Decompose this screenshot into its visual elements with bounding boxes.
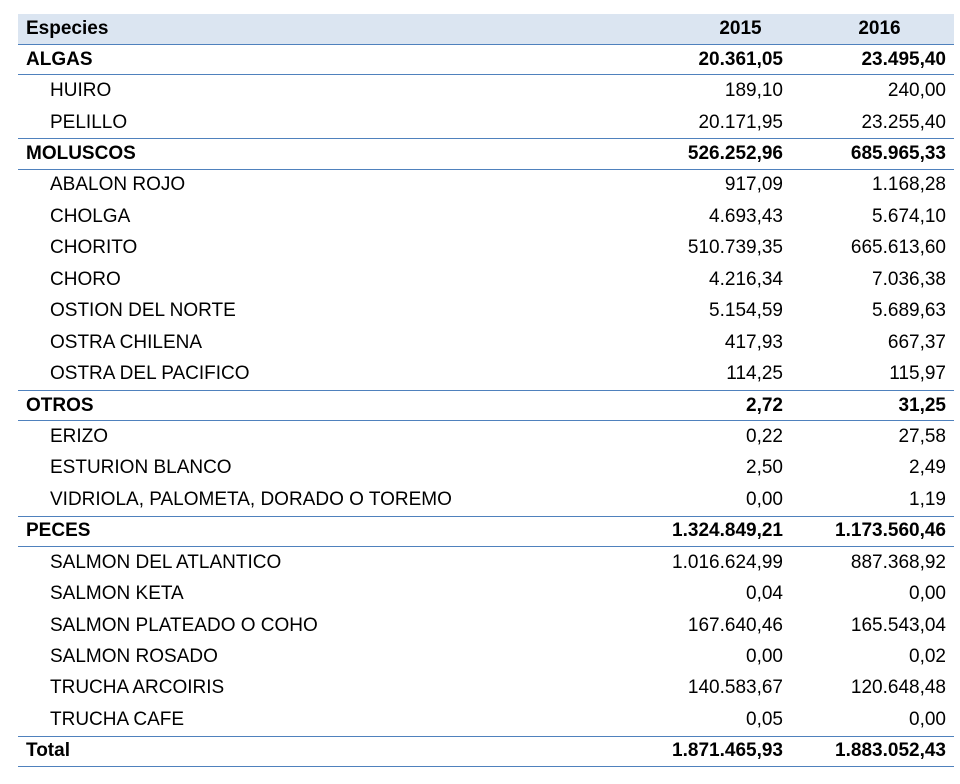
table-row — [18, 704, 954, 735]
group-row — [18, 44, 954, 75]
group-name: ALGAS — [26, 48, 93, 70]
species-name: ABALON ROJO — [50, 174, 186, 196]
value-2016: 0,02 — [909, 646, 946, 668]
table-row — [18, 421, 954, 452]
table-row — [18, 107, 954, 138]
group-row — [18, 138, 954, 169]
group-name: OTROS — [26, 394, 94, 416]
value-2016: 240,00 — [887, 80, 946, 102]
value-2016: 1,19 — [909, 488, 946, 510]
species-name: SALMON DEL ATLANTICO — [50, 551, 282, 573]
table-row — [18, 641, 954, 672]
group-name: MOLUSCOS — [26, 143, 136, 165]
table-row — [18, 264, 954, 295]
table-row — [18, 75, 954, 106]
value-2015: 917,09 — [724, 174, 783, 196]
species-name: PELILLO — [50, 111, 128, 133]
value-2016: 5.674,10 — [872, 205, 946, 227]
table-row — [18, 296, 954, 327]
table-row — [18, 453, 954, 484]
value-2015: 167.640,46 — [687, 614, 783, 636]
table-row — [18, 358, 954, 389]
value-2015: 5.154,59 — [709, 300, 783, 322]
table-row — [18, 484, 954, 515]
species-name: HUIRO — [50, 80, 112, 102]
group-2015: 526.252,96 — [687, 143, 783, 165]
species-name: CHORITO — [50, 237, 138, 259]
species-name: ESTURION BLANCO — [50, 457, 232, 479]
table-row — [18, 201, 954, 232]
group-2016: 31,25 — [898, 394, 946, 416]
value-2015: 4.216,34 — [709, 268, 783, 290]
table-row — [18, 170, 954, 201]
group-2016: 23.495,40 — [861, 48, 946, 70]
species-name: OSTRA DEL PACIFICO — [50, 363, 250, 385]
value-2015: 0,05 — [746, 708, 783, 730]
value-2015: 0,00 — [746, 488, 783, 510]
table-header — [18, 14, 954, 44]
value-2015: 0,22 — [746, 425, 783, 447]
header-species: Especies — [26, 18, 109, 39]
value-2016: 1.168,28 — [872, 174, 946, 196]
value-2016: 665.613,60 — [850, 237, 946, 259]
table-row — [18, 578, 954, 609]
species-name: TRUCHA ARCOIRIS — [50, 677, 225, 699]
species-name: OSTION DEL NORTE — [50, 300, 236, 322]
species-name: OSTRA CHILENA — [50, 331, 203, 353]
group-2016: 1.173.560,46 — [835, 520, 946, 542]
group-2015: 1.324.849,21 — [672, 520, 783, 542]
value-2015: 1.016.624,99 — [672, 551, 783, 573]
value-2016: 27,58 — [898, 425, 946, 447]
value-2015: 20.171,95 — [698, 111, 783, 133]
group-2016: 685.965,33 — [850, 143, 946, 165]
total-label: Total — [26, 740, 70, 762]
value-2016: 23.255,40 — [861, 111, 946, 133]
species-name: VIDRIOLA, PALOMETA, DORADO O TOREMO — [50, 488, 452, 510]
value-2015: 114,25 — [726, 363, 783, 385]
value-2015: 417,93 — [724, 331, 783, 353]
total-row — [18, 736, 954, 767]
total-2015: 1.871.465,93 — [672, 740, 783, 762]
species-name: CHORO — [50, 268, 121, 290]
value-2016: 165.543,04 — [850, 614, 946, 636]
value-2016: 0,00 — [909, 583, 946, 605]
value-2016: 115,97 — [889, 363, 946, 385]
value-2015: 0,04 — [746, 583, 783, 605]
value-2016: 5.689,63 — [872, 300, 946, 322]
species-name: CHOLGA — [50, 205, 131, 227]
group-name: PECES — [26, 520, 91, 542]
species-name: ERIZO — [50, 425, 109, 447]
value-2016: 7.036,38 — [872, 268, 946, 290]
species-name: SALMON KETA — [50, 583, 184, 605]
table-row — [18, 610, 954, 641]
value-2016: 667,37 — [887, 331, 946, 353]
table-row — [18, 673, 954, 704]
value-2016: 887.368,92 — [850, 551, 946, 573]
value-2016: 120.648,48 — [850, 677, 946, 699]
species-name: SALMON PLATEADO O COHO — [50, 614, 318, 636]
value-2016: 0,00 — [909, 708, 946, 730]
value-2016: 2,49 — [909, 457, 946, 479]
value-2015: 510.739,35 — [687, 237, 783, 259]
table-row — [18, 233, 954, 264]
group-2015: 20.361,05 — [698, 48, 783, 70]
value-2015: 2,50 — [746, 457, 783, 479]
group-2015: 2,72 — [746, 394, 783, 416]
header-year-2015: 2015 — [719, 18, 762, 39]
table-row — [18, 327, 954, 358]
species-table — [18, 14, 954, 767]
table-row — [18, 547, 954, 578]
species-name: SALMON ROSADO — [50, 646, 218, 668]
header-year-2016: 2016 — [858, 18, 901, 39]
group-row — [18, 516, 954, 547]
value-2015: 4.693,43 — [709, 205, 783, 227]
value-2015: 140.583,67 — [687, 677, 783, 699]
group-row — [18, 390, 954, 421]
value-2015: 189,10 — [724, 80, 783, 102]
species-name: TRUCHA CAFE — [50, 708, 185, 730]
value-2015: 0,00 — [746, 646, 783, 668]
table-body — [18, 44, 954, 736]
total-2016: 1.883.052,43 — [835, 740, 946, 762]
